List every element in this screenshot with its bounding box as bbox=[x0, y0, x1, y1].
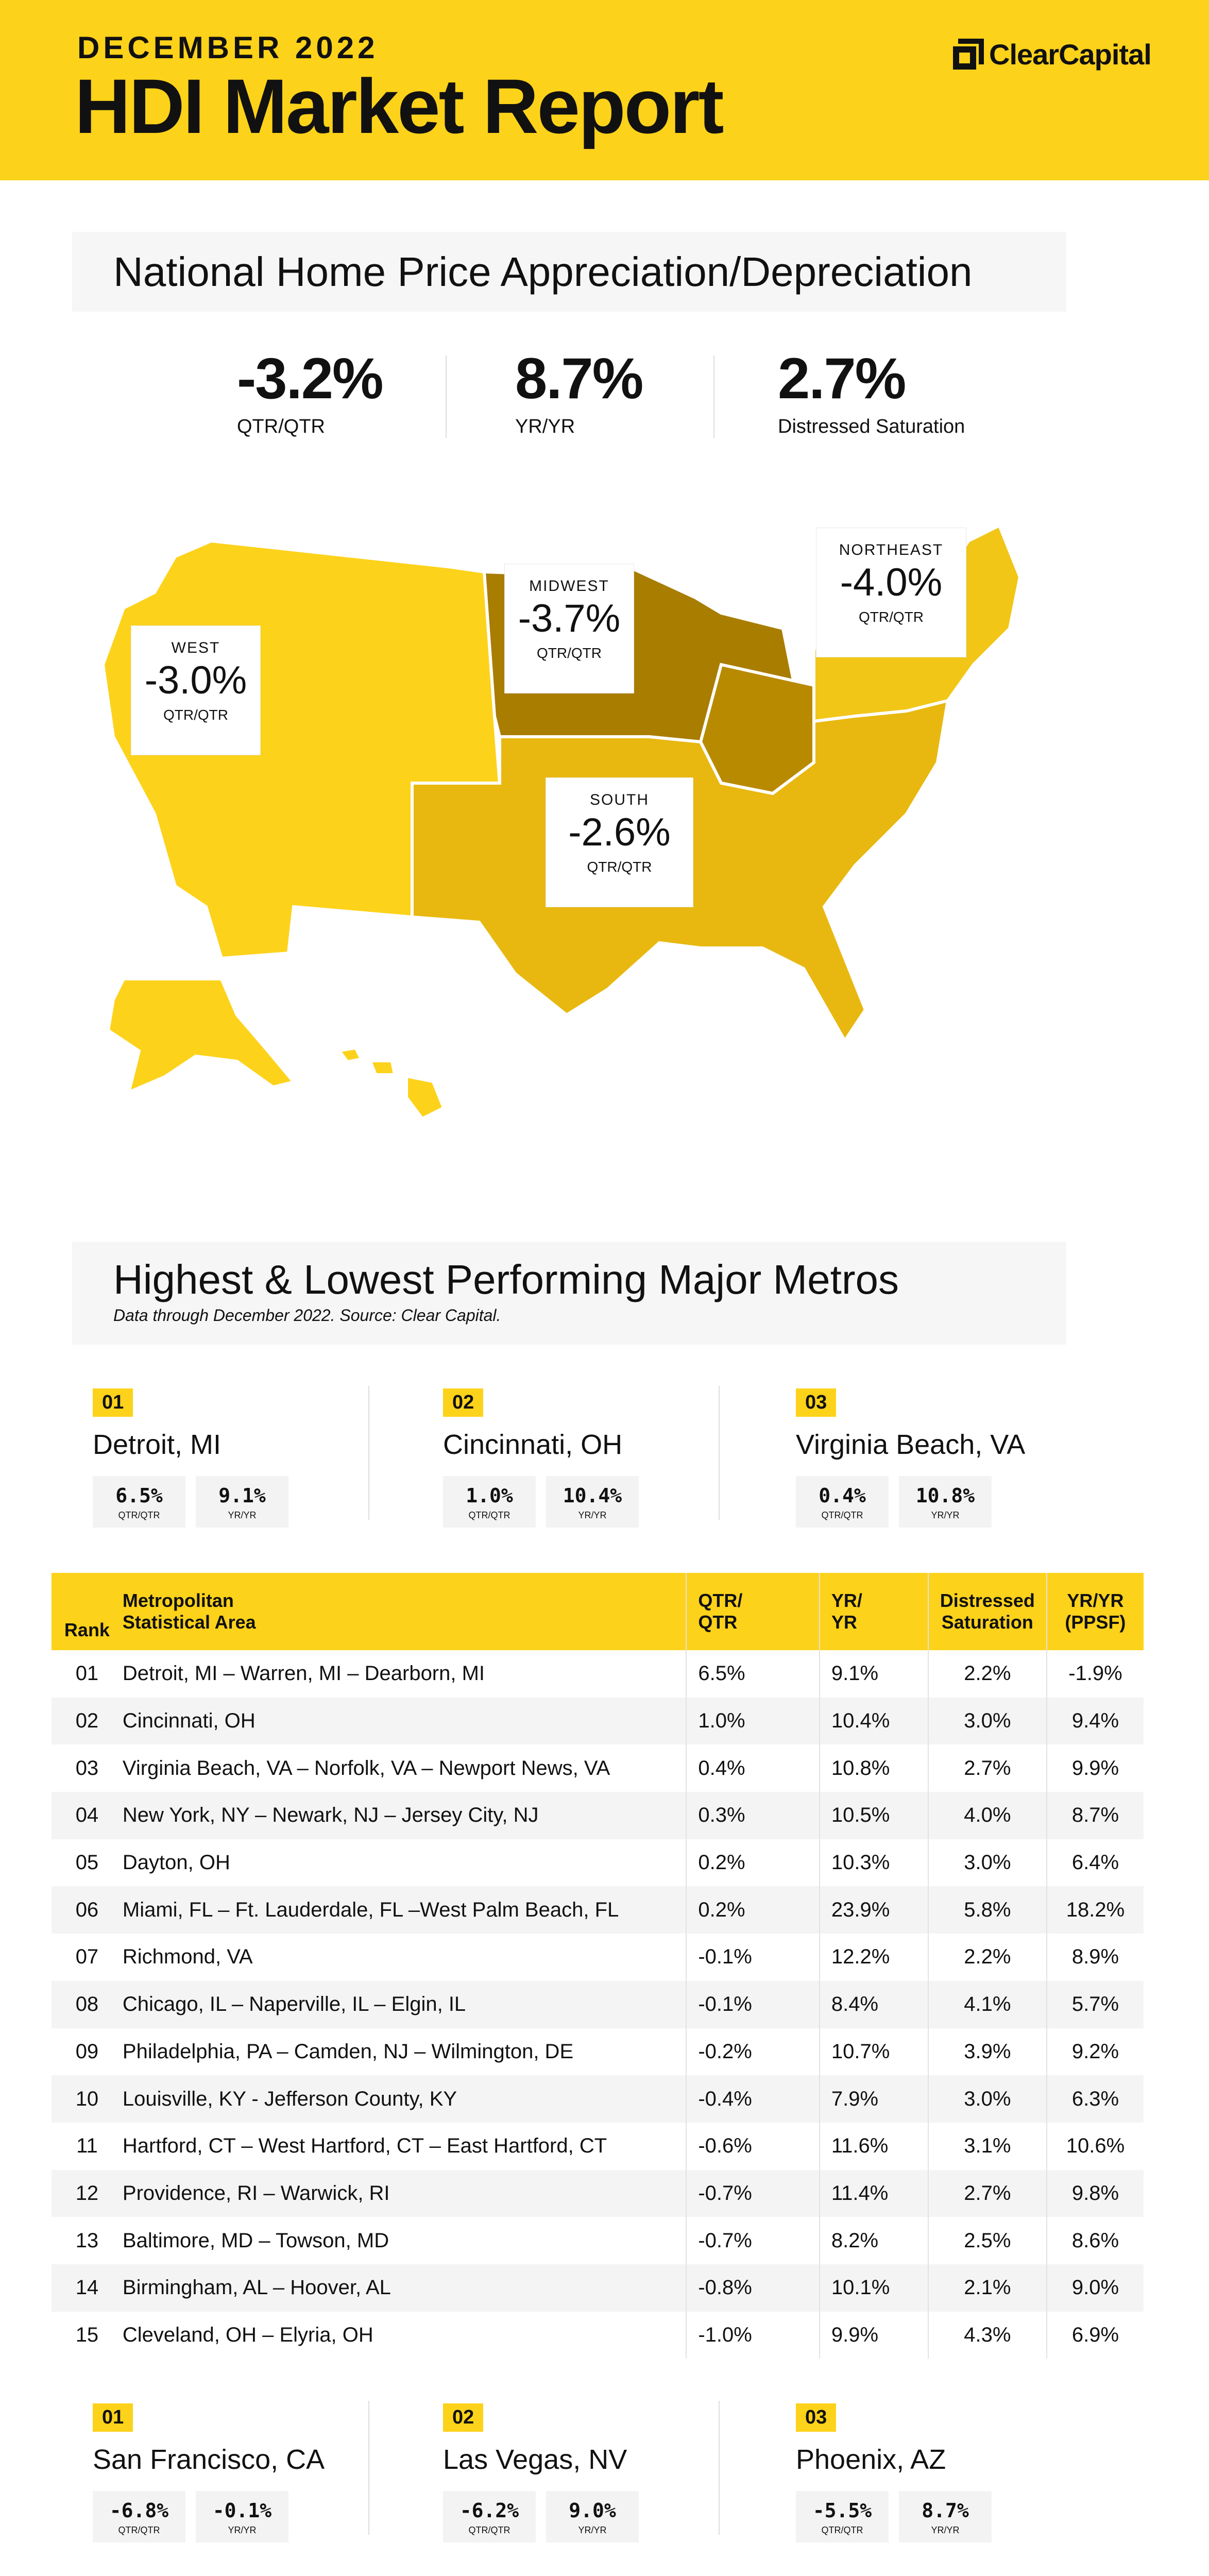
row-distressed-saturation: 3.0% bbox=[928, 1839, 1047, 1887]
stat-distressed bbox=[778, 345, 965, 438]
top3-yr-value: 10.4% bbox=[563, 1484, 622, 1507]
row-qtr-change: -0.7% bbox=[686, 2170, 820, 2217]
row-yr-ppsf: 5.7% bbox=[1047, 1981, 1144, 2028]
row-qtr-change: 0.4% bbox=[686, 1744, 820, 1792]
table-row bbox=[52, 2170, 1144, 2217]
top3-yr-value: 10.8% bbox=[915, 1484, 975, 1507]
stat-yr-label: YR/YR bbox=[515, 416, 575, 437]
row-rank: 05 bbox=[75, 1851, 99, 1874]
row-rank: 11 bbox=[76, 2134, 98, 2158]
row-distressed-saturation: 4.0% bbox=[928, 1792, 1047, 1839]
top3-qtr-label: QTR/QTR bbox=[118, 1510, 160, 1520]
row-yr-ppsf: 8.6% bbox=[1047, 2217, 1144, 2264]
top3-lowest-1 bbox=[93, 2403, 361, 2548]
top3-metro-name: Las Vegas, NV bbox=[443, 2444, 627, 2475]
region-south-name: SOUTH bbox=[590, 791, 649, 808]
top3-metro-name: Detroit, MI bbox=[93, 1429, 222, 1460]
row-distressed-saturation: 4.1% bbox=[928, 1981, 1047, 2028]
row-yr-change: 11.4% bbox=[820, 2170, 928, 2217]
top3-rank: 02 bbox=[443, 2403, 483, 2432]
top3-lowest-3 bbox=[796, 2403, 1105, 2548]
row-metro-name: Chicago, IL – Naperville, IL – Elgin, IL bbox=[123, 1981, 686, 2028]
logo-mark-icon bbox=[953, 39, 984, 70]
top3-highest-1 bbox=[93, 1388, 361, 1533]
metros-subtitle: Data through December 2022. Source: Clear Capital. bbox=[113, 1306, 501, 1325]
row-metro-name: Virginia Beach, VA – Norfolk, VA – Newport News, VA bbox=[122, 1756, 610, 1780]
top3-highest-3 bbox=[796, 1388, 1105, 1533]
row-rank: 08 bbox=[52, 1981, 123, 2028]
top3-rank: 01 bbox=[93, 1388, 133, 1417]
top3-rank: 02 bbox=[443, 1388, 483, 1417]
top3-yr-label: YR/YR bbox=[578, 2525, 607, 2535]
table-row bbox=[52, 2123, 1144, 2170]
row-qtr-change: 0.2% bbox=[686, 1839, 820, 1887]
row-yr-ppsf: 6.9% bbox=[1047, 2312, 1144, 2359]
region-midwest-unit: QTR/QTR bbox=[537, 645, 602, 661]
top3-qtr-value: -6.8% bbox=[109, 2499, 169, 2522]
stat-yr bbox=[515, 345, 642, 438]
region-west-value: -3.0% bbox=[144, 658, 247, 702]
top3-divider bbox=[368, 2401, 369, 2535]
row-metro-name: Detroit, MI – Warren, MI – Dearborn, MI bbox=[122, 1662, 485, 1685]
row-rank: 15 bbox=[75, 2323, 99, 2346]
table-row bbox=[52, 1698, 1144, 1745]
table-row bbox=[52, 1934, 1144, 1981]
col-qtr-line2: QTR bbox=[698, 1612, 738, 1633]
table-row bbox=[52, 2217, 1144, 2264]
col-qtr-line1: QTR/ bbox=[698, 1590, 743, 1611]
top3-yr-label: YR/YR bbox=[228, 1510, 257, 1520]
row-yr-change: 10.5% bbox=[820, 1792, 928, 1839]
top3-qtr-value: -6.2% bbox=[459, 2499, 519, 2522]
row-metro-name: Philadelphia, PA – Camden, NJ – Wilmington, DE bbox=[122, 2040, 574, 2063]
row-distressed-saturation: 3.0% bbox=[928, 1698, 1047, 1745]
top3-rank: 03 bbox=[796, 2403, 836, 2432]
row-metro-name: Miami, FL – Ft. Lauderdale, FL –West Palm Beach, FL bbox=[123, 1886, 686, 1934]
row-yr-ppsf: 9.9% bbox=[1047, 1744, 1144, 1792]
logo-text: ClearCapital bbox=[989, 38, 1151, 71]
row-distressed-saturation: 2.5% bbox=[928, 2217, 1047, 2264]
row-yr-ppsf: 8.7% bbox=[1047, 1792, 1144, 1839]
row-rank: 04 bbox=[52, 1792, 123, 1839]
row-rank: 09 bbox=[75, 2040, 99, 2063]
stat-distressed-value: 2.7% bbox=[778, 346, 906, 411]
top3-qtr-value: -5.5% bbox=[812, 2499, 872, 2522]
table-header-row bbox=[52, 1573, 1144, 1650]
top3-yr-box bbox=[899, 1476, 992, 1528]
row-rank: 07 bbox=[75, 1945, 99, 1969]
row-yr-change: 11.6% bbox=[820, 2123, 928, 2170]
row-rank: 14 bbox=[52, 2264, 123, 2312]
row-metro-name: Richmond, VA bbox=[122, 1945, 253, 1969]
row-yr-ppsf: -1.9% bbox=[1047, 1650, 1144, 1698]
region-west-unit: QTR/QTR bbox=[163, 707, 228, 723]
map-region-alaska bbox=[108, 979, 294, 1092]
top3-metro-name: Cincinnati, OH bbox=[443, 1429, 623, 1460]
row-yr-ppsf: 6.4% bbox=[1047, 1839, 1144, 1887]
top3-qtr-value: 0.4% bbox=[819, 1484, 866, 1507]
clear-capital-logo bbox=[953, 31, 1151, 77]
region-midwest-value: -3.7% bbox=[518, 597, 621, 640]
row-metro-name: Baltimore, MD – Towson, MD bbox=[122, 2229, 389, 2252]
row-yr-change: 23.9% bbox=[820, 1886, 928, 1934]
top3-lowest-2 bbox=[443, 2403, 711, 2548]
national-title-box bbox=[72, 232, 1066, 312]
top3-yr-box bbox=[196, 1476, 288, 1528]
callout-midwest bbox=[505, 564, 634, 693]
row-yr-change: 10.3% bbox=[820, 1839, 928, 1887]
top3-divider bbox=[368, 1386, 369, 1520]
top3-yr-value: 8.7% bbox=[922, 2499, 969, 2522]
table-row bbox=[52, 2264, 1144, 2312]
top3-metro-name: San Francisco, CA bbox=[93, 2444, 325, 2475]
row-qtr-change: 1.0% bbox=[686, 1698, 820, 1745]
top3-qtr-value: 6.5% bbox=[115, 1484, 163, 1507]
table-row bbox=[52, 2028, 1144, 2076]
top3-qtr-label: QTR/QTR bbox=[821, 2525, 863, 2535]
row-rank: 01 bbox=[75, 1662, 99, 1685]
col-rank: Rank bbox=[52, 1573, 123, 1650]
top3-divider bbox=[719, 1386, 720, 1520]
row-yr-change: 9.9% bbox=[820, 2312, 928, 2359]
col-msa-line1: Metropolitan bbox=[122, 1590, 234, 1611]
top3-yr-label: YR/YR bbox=[931, 2525, 960, 2535]
row-yr-ppsf: 8.9% bbox=[1047, 1934, 1144, 1981]
top3-metro-name: Phoenix, AZ bbox=[796, 2444, 946, 2475]
top3-qtr-label: QTR/QTR bbox=[821, 1510, 863, 1520]
top3-yr-box bbox=[899, 2491, 992, 2543]
highest-metros-table bbox=[52, 1573, 1144, 2359]
top3-qtr-box bbox=[443, 2491, 536, 2543]
col-ppsf bbox=[1047, 1573, 1144, 1650]
table-row bbox=[52, 1650, 1144, 1698]
metros-title: Highest & Lowest Performing Major Metros bbox=[113, 1257, 899, 1302]
report-month: DECEMBER 2022 bbox=[77, 30, 379, 65]
col-qtr bbox=[686, 1573, 820, 1650]
table-row bbox=[52, 1886, 1144, 1934]
row-yr-change: 8.4% bbox=[820, 1981, 928, 2028]
row-qtr-change: -0.6% bbox=[686, 2123, 820, 2170]
row-rank: 03 bbox=[75, 1756, 99, 1780]
row-yr-change: 12.2% bbox=[820, 1934, 928, 1981]
row-qtr-change: -0.8% bbox=[686, 2264, 820, 2312]
row-distressed-saturation: 2.7% bbox=[928, 2170, 1047, 2217]
map-region-hawaii bbox=[340, 1048, 443, 1118]
top3-divider bbox=[719, 2401, 720, 2535]
table-row bbox=[52, 1981, 1144, 2028]
table-row bbox=[52, 1792, 1144, 1839]
row-yr-ppsf: 9.4% bbox=[1047, 1698, 1144, 1745]
top3-rank: 01 bbox=[93, 2403, 133, 2432]
row-yr-change: 10.8% bbox=[820, 1744, 928, 1792]
col-yr bbox=[820, 1573, 928, 1650]
table-row bbox=[52, 1839, 1144, 1887]
top3-qtr-box bbox=[796, 1476, 889, 1528]
top3-yr-box bbox=[196, 2491, 288, 2543]
region-midwest-name: MIDWEST bbox=[529, 578, 609, 595]
row-distressed-saturation: 2.1% bbox=[928, 2264, 1047, 2312]
row-metro-name: Providence, RI – Warwick, RI bbox=[123, 2170, 686, 2217]
region-west-name: WEST bbox=[171, 639, 220, 656]
region-south-unit: QTR/QTR bbox=[587, 859, 652, 875]
row-distressed-saturation: 4.3% bbox=[928, 2312, 1047, 2359]
top3-yr-label: YR/YR bbox=[578, 1510, 607, 1520]
col-ppsf-line1: YR/YR bbox=[1067, 1590, 1124, 1611]
row-yr-ppsf: 9.0% bbox=[1047, 2264, 1144, 2312]
row-qtr-change: -0.1% bbox=[686, 1934, 820, 1981]
row-distressed-saturation: 3.1% bbox=[928, 2123, 1047, 2170]
row-qtr-change: -0.2% bbox=[686, 2028, 820, 2076]
top3-yr-value: 9.1% bbox=[218, 1484, 266, 1507]
row-distressed-saturation: 2.7% bbox=[928, 1744, 1047, 1792]
metros-title-box bbox=[72, 1242, 1066, 1345]
top3-qtr-box bbox=[796, 2491, 889, 2543]
row-rank: 12 bbox=[52, 2170, 123, 2217]
row-metro-name: New York, NY – Newark, NJ – Jersey City, NJ bbox=[123, 1792, 686, 1839]
row-metro-name: Dayton, OH bbox=[122, 1851, 230, 1874]
table-row bbox=[52, 2312, 1144, 2359]
row-qtr-change: -1.0% bbox=[686, 2312, 820, 2359]
row-yr-ppsf: 9.8% bbox=[1047, 2170, 1144, 2217]
table-row bbox=[52, 2075, 1144, 2123]
col-ppsf-line2: (PPSF) bbox=[1065, 1612, 1126, 1633]
top3-yr-box bbox=[546, 2491, 639, 2543]
region-south-value: -2.6% bbox=[568, 810, 671, 854]
col-msa-line2: Statistical Area bbox=[122, 1612, 256, 1633]
top3-yr-box bbox=[546, 1476, 639, 1528]
top3-qtr-label: QTR/QTR bbox=[118, 2525, 160, 2535]
row-metro-name: Cincinnati, OH bbox=[123, 1698, 686, 1745]
top3-qtr-label: QTR/QTR bbox=[468, 2525, 510, 2535]
col-distressed bbox=[928, 1573, 1047, 1650]
row-yr-ppsf: 18.2% bbox=[1047, 1886, 1144, 1934]
callout-south bbox=[546, 778, 693, 907]
row-yr-change: 9.1% bbox=[820, 1650, 928, 1698]
row-yr-change: 8.2% bbox=[820, 2217, 928, 2264]
row-yr-change: 10.4% bbox=[820, 1698, 928, 1745]
report-title: HDI Market Report bbox=[75, 63, 723, 149]
region-northeast-unit: QTR/QTR bbox=[859, 609, 924, 625]
row-yr-change: 10.1% bbox=[820, 2264, 928, 2312]
top3-yr-label: YR/YR bbox=[228, 2525, 257, 2535]
row-yr-ppsf: 10.6% bbox=[1047, 2123, 1144, 2170]
top3-yr-label: YR/YR bbox=[931, 1510, 960, 1520]
report-header bbox=[0, 0, 1209, 180]
stat-qtr-label: QTR/QTR bbox=[237, 416, 325, 437]
col-msa bbox=[123, 1573, 686, 1650]
top3-qtr-box bbox=[93, 2491, 185, 2543]
top3-yr-value: -0.1% bbox=[212, 2499, 272, 2522]
top3-qtr-value: 1.0% bbox=[466, 1484, 513, 1507]
stat-distressed-label: Distressed Saturation bbox=[778, 416, 965, 437]
row-yr-ppsf: 6.3% bbox=[1047, 2075, 1144, 2123]
top3-highest-2 bbox=[443, 1388, 711, 1533]
top3-qtr-box bbox=[443, 1476, 536, 1528]
top3-rank: 03 bbox=[796, 1388, 836, 1417]
row-distressed-saturation: 2.2% bbox=[928, 1934, 1047, 1981]
stat-yr-value: 8.7% bbox=[515, 346, 643, 411]
stat-qtr-value: -3.2% bbox=[237, 346, 383, 411]
row-qtr-change: 6.5% bbox=[686, 1650, 820, 1698]
top3-qtr-label: QTR/QTR bbox=[468, 1510, 510, 1520]
col-yr-line1: YR/ bbox=[831, 1590, 862, 1611]
row-metro-name: Birmingham, AL – Hoover, AL bbox=[123, 2264, 686, 2312]
row-qtr-change: -0.1% bbox=[686, 1981, 820, 2028]
callout-northeast bbox=[816, 528, 966, 657]
row-yr-change: 7.9% bbox=[820, 2075, 928, 2123]
row-yr-ppsf: 9.2% bbox=[1047, 2028, 1144, 2076]
national-title: National Home Price Appreciation/Depreciation bbox=[113, 249, 973, 295]
row-distressed-saturation: 5.8% bbox=[928, 1886, 1047, 1934]
top3-yr-value: 9.0% bbox=[569, 2499, 616, 2522]
row-qtr-change: 0.3% bbox=[686, 1792, 820, 1839]
callout-west bbox=[131, 626, 260, 755]
col-dist-line2: Saturation bbox=[941, 1612, 1033, 1633]
row-qtr-change: -0.7% bbox=[686, 2217, 820, 2264]
row-metro-name: Hartford, CT – West Hartford, CT – East Hartford, CT bbox=[122, 2134, 607, 2158]
row-qtr-change: 0.2% bbox=[686, 1886, 820, 1934]
table-row bbox=[52, 1744, 1144, 1792]
stat-divider bbox=[713, 355, 714, 438]
col-yr-line2: YR bbox=[831, 1612, 857, 1633]
top3-qtr-box bbox=[93, 1476, 185, 1528]
stat-qtr bbox=[237, 345, 383, 438]
row-rank: 06 bbox=[52, 1886, 123, 1934]
row-rank: 02 bbox=[52, 1698, 123, 1745]
row-metro-name: Cleveland, OH – Elyria, OH bbox=[122, 2323, 373, 2346]
row-yr-change: 10.7% bbox=[820, 2028, 928, 2076]
region-northeast-name: NORTHEAST bbox=[839, 541, 944, 558]
stat-divider bbox=[446, 355, 447, 438]
row-distressed-saturation: 3.0% bbox=[928, 2075, 1047, 2123]
row-rank: 13 bbox=[75, 2229, 99, 2252]
region-northeast-value: -4.0% bbox=[840, 561, 943, 604]
row-distressed-saturation: 2.2% bbox=[928, 1650, 1047, 1698]
top3-metro-name: Virginia Beach, VA bbox=[796, 1429, 1026, 1460]
row-qtr-change: -0.4% bbox=[686, 2075, 820, 2123]
row-rank: 10 bbox=[52, 2075, 123, 2123]
col-dist-line1: Distressed bbox=[940, 1590, 1035, 1611]
row-distressed-saturation: 3.9% bbox=[928, 2028, 1047, 2076]
row-metro-name: Louisville, KY - Jefferson County, KY bbox=[123, 2075, 686, 2123]
